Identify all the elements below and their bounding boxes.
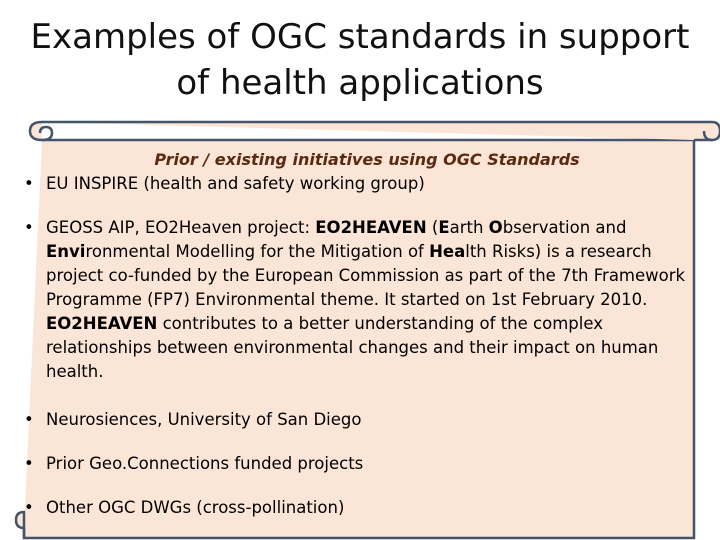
- title-line-1: Examples of OGC standards in support: [30, 17, 690, 57]
- item-text: (: [426, 218, 439, 237]
- scroll-content: [22, 148, 692, 520]
- bullet: •: [24, 410, 34, 429]
- bullet: •: [24, 454, 34, 473]
- bold-text: O: [488, 218, 503, 237]
- list-item-neuro: [22, 408, 692, 432]
- bold-text: Envi: [46, 242, 86, 261]
- list-item-dwgs: [22, 496, 692, 520]
- item-text: contributes to a better understanding of the complex relationships between environmental changes and their impact on human health.: [46, 314, 659, 381]
- bold-text: Hea: [429, 242, 466, 261]
- scroll-top-roll: [30, 122, 720, 140]
- bold-text: EO2HEAVEN: [46, 314, 158, 333]
- bullet: •: [24, 174, 34, 193]
- item-text: ronmental Modelling for the Mitigation of: [85, 242, 430, 261]
- bullet: •: [24, 498, 34, 517]
- list-item-inspire: [22, 172, 692, 196]
- item-text: Prior Geo.Connections funded projects: [46, 454, 364, 473]
- title-line-2: of health applications: [176, 63, 544, 103]
- item-text: lth Risks) is a research project co-funded by the European Commission as part of the 7th Framework Programme (FP7) Environmental theme. It started on 1st February 2010.: [46, 242, 686, 309]
- bullet: •: [24, 218, 34, 237]
- item-text: bservation and: [502, 218, 627, 237]
- bold-text: E: [438, 218, 450, 237]
- list-item-geoss: [22, 216, 692, 384]
- item-text: Neurosiences, University of San Diego: [46, 410, 362, 429]
- item-text: EU INSPIRE (health and safety working group): [46, 174, 425, 193]
- item-text: arth: [449, 218, 489, 237]
- list-item-geoconnections: [22, 452, 692, 476]
- item-text: Other OGC DWGs (cross-pollination): [46, 498, 345, 517]
- scroll-subtitle: Prior / existing initiatives using OGC Standards: [154, 150, 580, 169]
- item-text: GEOSS AIP, EO2Heaven project:: [46, 218, 316, 237]
- bold-text: EO2HEAVEN: [315, 218, 427, 237]
